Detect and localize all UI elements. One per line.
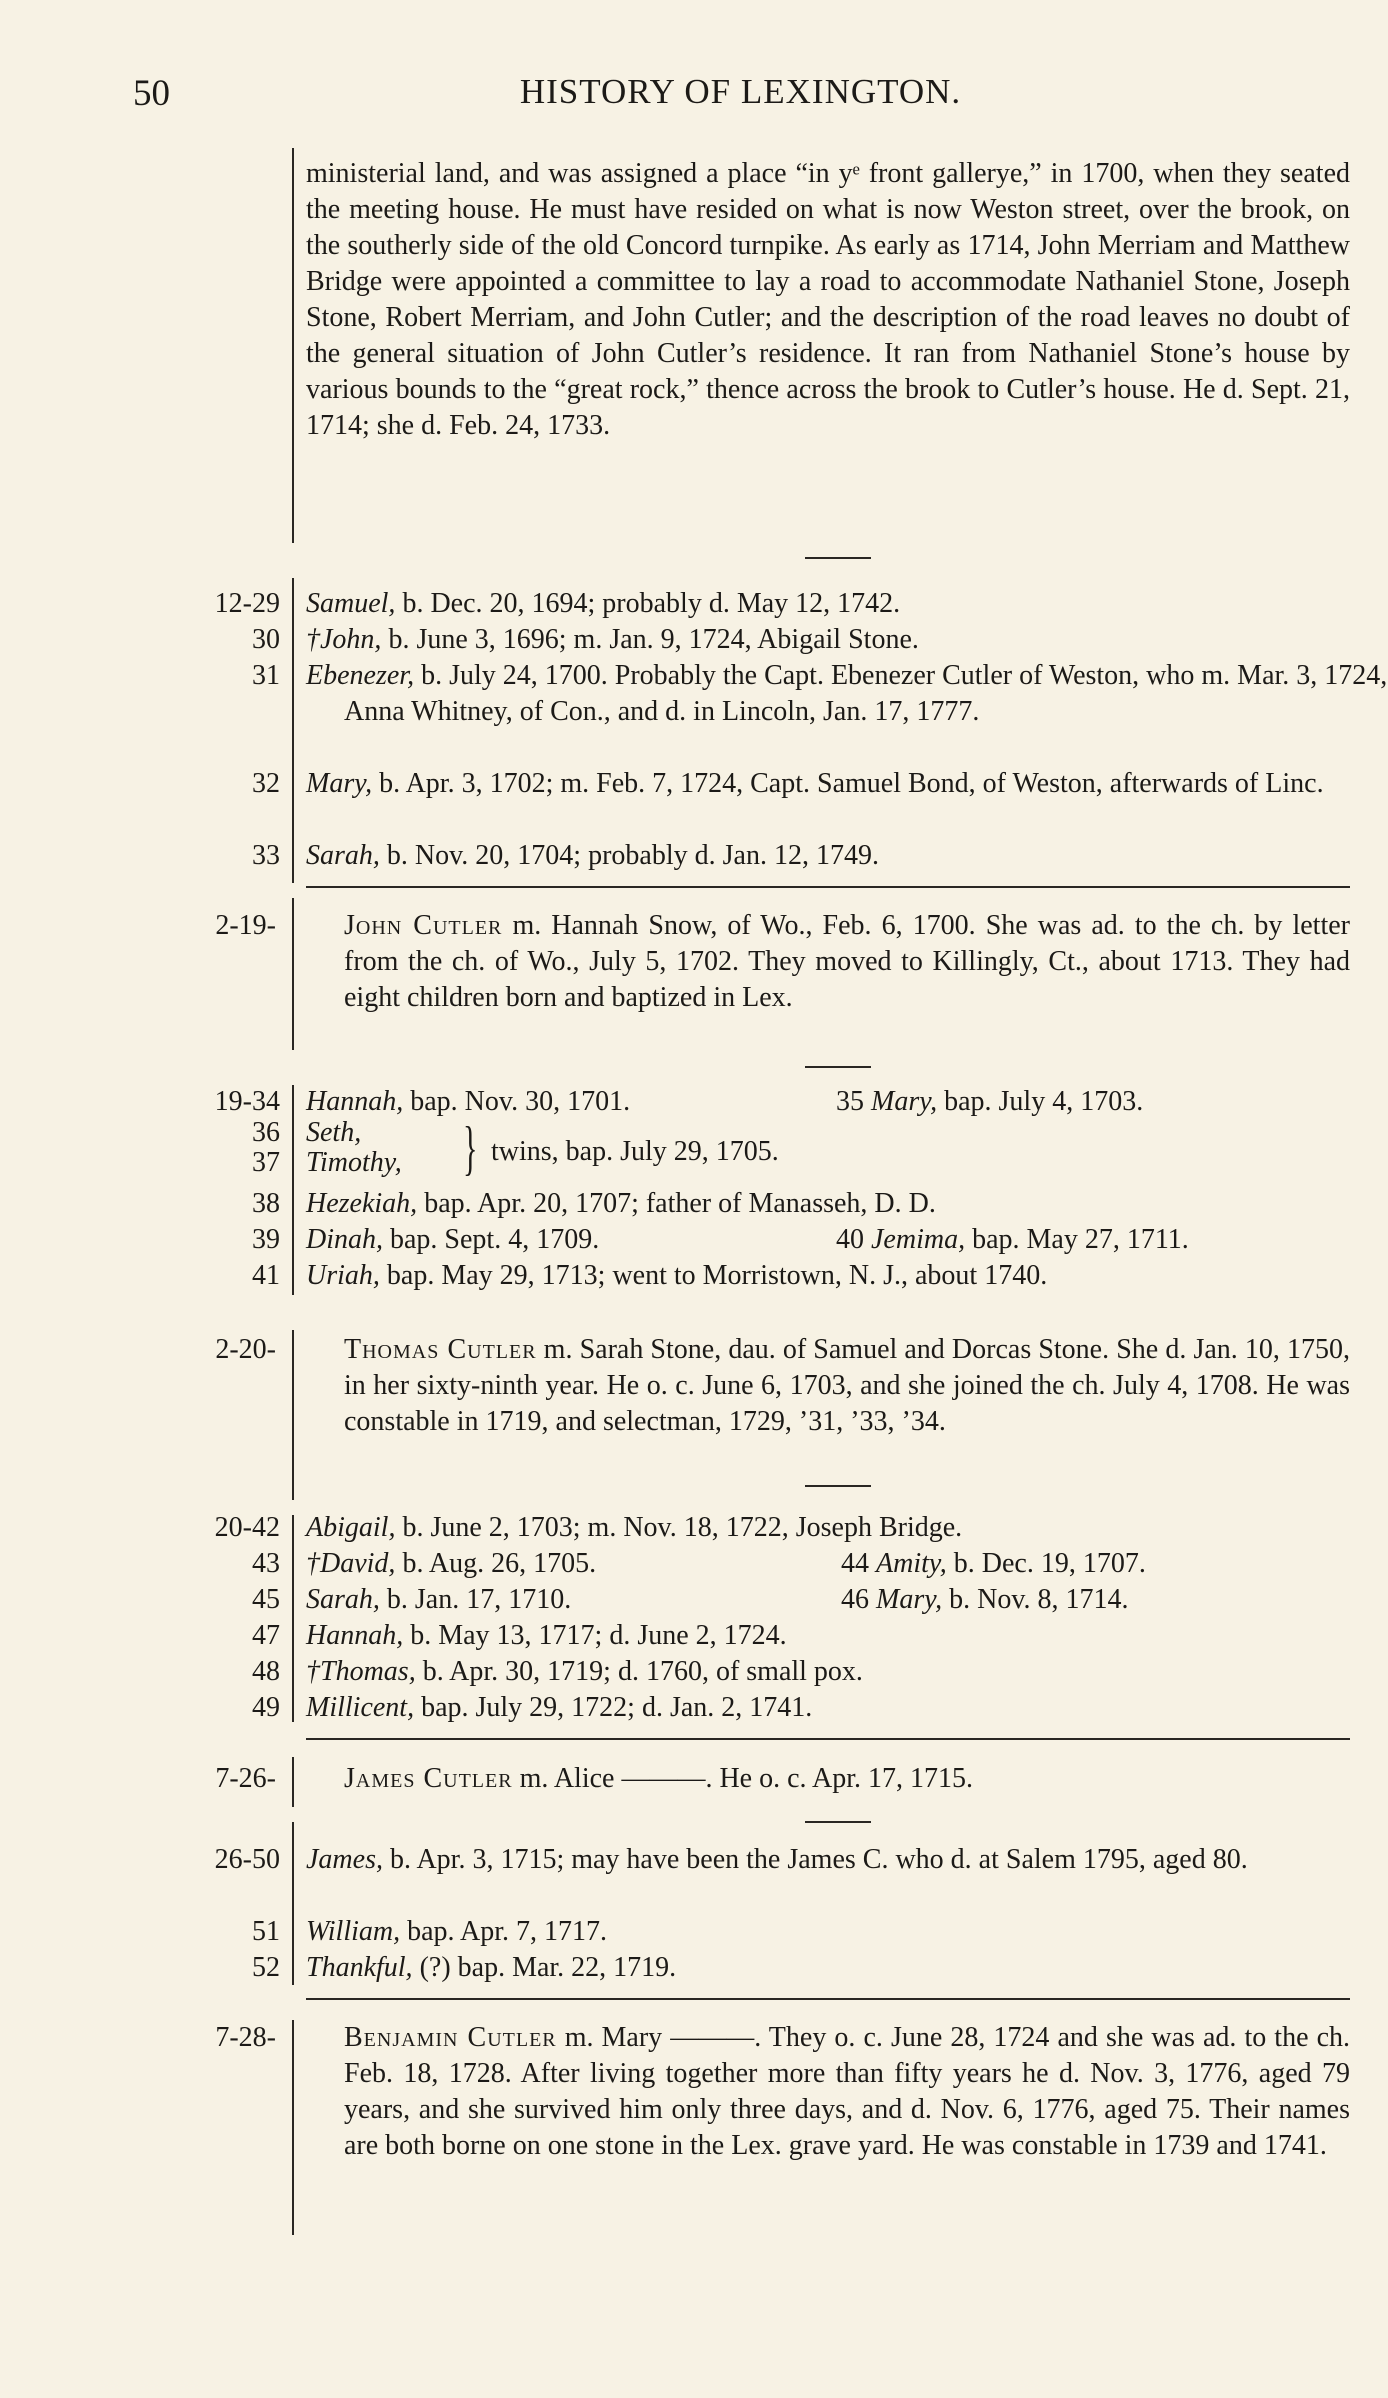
child-name: James, (306, 1844, 383, 1875)
child-name: Hannah, (306, 1620, 404, 1651)
entry-number: 20-42 (214, 1512, 280, 1543)
entry-detail: b. Dec. 19, 1707. (946, 1548, 1146, 1579)
margin-rule (292, 578, 294, 883)
entry-text (306, 766, 1388, 802)
entry-text (306, 1690, 1350, 1726)
head-name: Benjamin Cutler (344, 2022, 557, 2053)
head-name: Thomas Cutler (344, 1334, 537, 1365)
child-name: †John, (306, 624, 382, 655)
section-rule (306, 1738, 1350, 1740)
entry-text (306, 1546, 1350, 1582)
family-number: 7-28- (215, 2022, 276, 2053)
entry-text (306, 1654, 1350, 1690)
entry-number-b: 37 (252, 1147, 280, 1178)
entry-number: 33 (252, 840, 280, 871)
entry-text (306, 1186, 1350, 1222)
entry-detail: bap. Apr. 7, 1717. (400, 1916, 608, 1947)
margin-rule (292, 898, 294, 1050)
entry-detail: bap. May 29, 1713; went to Morristown, N. J., about 1740. (379, 1260, 1048, 1291)
child-name: Ebenezer, (306, 660, 415, 691)
entry-text (306, 1842, 1388, 1878)
family-paragraph (306, 1332, 1350, 1440)
family-number: 2-20- (215, 1334, 276, 1365)
margin-rule (292, 1757, 294, 1807)
entry-text (306, 1222, 1350, 1258)
entry-detail: b. Nov. 8, 1714. (942, 1584, 1129, 1615)
child-name: Mary, (306, 768, 373, 799)
child-name: Hezekiah, (306, 1188, 418, 1219)
entry-number: 52 (252, 1952, 280, 1983)
entry-detail: b. Apr. 3, 1702; m. Feb. 7, 1724, Capt. Samuel Bond, of Weston, afterwards of Linc. (372, 768, 1324, 799)
child-name: †David, (306, 1548, 396, 1579)
family-text: m. Mary ———. They o. c. June 28, 1724 and she was ad. to the ch. Feb. 18, 1728. After living together more than fifty years he d. Nov. 3, 1776, aged 79 years, and she survived him only three days, and d. Nov. 6, 1776, aged 75. Their names are both borne on one stone in the Lex. grave yard. He was constable in 1739 and 1741. (344, 2022, 1350, 2161)
child-name: Hannah, (306, 1086, 404, 1117)
family-paragraph (306, 908, 1350, 1016)
intro-text: ministerial land, and was assigned a place “in yᵉ front gallerye,” in 1700, when they seated the meeting house. He must have resided on what is now Weston street, over the brook, on the southerly side of the old Concord turnpike. As early as 1714, John Merriam and Matthew Bridge were appointed a committee to lay a road to accommodate Nathaniel Stone, Joseph Stone, Robert Merriam, and John Cutler; and the description of the road leaves no doubt of the general situation of John Cutler’s residence. It ran from Nathaniel Stone’s house by various bounds to the “great rock,” thence across the brook to Cutler’s house. He d. Sept. 21, 1714; she d. Feb. 24, 1733. (306, 158, 1350, 441)
margin-rule (292, 1330, 294, 1500)
entry-detail: b. May 13, 1717; d. June 2, 1724. (403, 1620, 787, 1651)
entry-number: 32 (252, 768, 280, 799)
entry-number: 30 (252, 624, 280, 655)
entry-detail: b. Aug. 26, 1705. (395, 1548, 597, 1579)
entry-number: 40 (836, 1224, 864, 1255)
entry-number: 31 (252, 660, 280, 691)
child-name: Uriah, (306, 1260, 380, 1291)
family-paragraph (306, 2020, 1350, 2164)
entry-number: 19-34 (214, 1086, 280, 1117)
short-rule (805, 1066, 871, 1068)
entry-number: 45 (252, 1584, 280, 1615)
family-text: m. Alice ———. He o. c. Apr. 17, 1715. (512, 1763, 973, 1794)
page-number: 50 (133, 73, 170, 114)
entry-text (306, 1914, 1388, 1950)
family-text: m. Hannah Snow, of Wo., Feb. 6, 1700. She was ad. to the ch. by letter from the ch. of Wo., July 5, 1702. They moved to Killingly, Ct., about 1713. They had eight children born and baptized in Lex. (344, 910, 1350, 1013)
entry-number: 46 (841, 1584, 869, 1615)
child-name: Sarah, (306, 1584, 380, 1615)
child-name: Millicent, (306, 1692, 415, 1723)
entry-number: 51 (252, 1916, 280, 1947)
entry-number: 43 (252, 1548, 280, 1579)
entry-text (306, 1618, 1350, 1654)
child-name: Samuel, (306, 588, 396, 619)
section-rule (306, 886, 1350, 888)
child-name: William, (306, 1916, 401, 1947)
entry-number: 41 (252, 1260, 280, 1291)
entry-number: 48 (252, 1656, 280, 1687)
entry-text (306, 586, 1388, 622)
child-name: Abigail, (306, 1512, 396, 1543)
child-name: †Thomas, (306, 1656, 416, 1687)
child-name: Mary, (876, 1584, 943, 1615)
running-title: HISTORY OF LEXINGTON. (519, 72, 962, 111)
entry-number: 39 (252, 1224, 280, 1255)
entry-number: 12-29 (214, 588, 280, 619)
margin-rule (292, 2020, 294, 2235)
entry-detail: bap. July 29, 1722; d. Jan. 2, 1741. (414, 1692, 813, 1723)
entry-text (306, 838, 1388, 874)
entry-text (306, 1950, 1388, 1986)
short-rule (805, 1485, 871, 1487)
margin-rule (292, 1085, 294, 1295)
entry-detail: bap. Sept. 4, 1709. (383, 1224, 600, 1255)
family-number: 2-19- (215, 910, 276, 941)
margin-rule (292, 1822, 294, 1985)
entry-number (252, 1118, 280, 1178)
entry-text (306, 1115, 1350, 1190)
entry-detail: b. Nov. 20, 1704; probably d. Jan. 12, 1749. (379, 840, 879, 871)
short-rule (805, 557, 871, 559)
entry-detail: b. June 3, 1696; m. Jan. 9, 1724, Abigail Stone. (381, 624, 919, 655)
entry-detail: b. Jan. 17, 1710. (379, 1584, 572, 1615)
entry-number: 26-50 (214, 1844, 280, 1875)
entry-number: 35 (836, 1086, 864, 1117)
family-number: 7-26- (215, 1763, 276, 1794)
entry-detail: bap. May 27, 1711. (965, 1224, 1189, 1255)
margin-rule (292, 1515, 294, 1722)
entry-detail: b. Apr. 3, 1715; may have been the James C. who d. at Salem 1795, aged 80. (382, 1844, 1248, 1875)
family-paragraph (306, 1761, 1350, 1797)
child-name: Amity, (876, 1548, 947, 1579)
entry-detail: b. July 24, 1700. Probably the Capt. Ebenezer Cutler of Weston, who m. Mar. 3, 1724, Anna Whitney, of Con., and d. in Lincoln, Jan. 17, 1777. (344, 660, 1388, 727)
entry-text (306, 1582, 1350, 1618)
entry-detail: bap. July 4, 1703. (937, 1086, 1144, 1117)
short-rule (805, 1821, 871, 1823)
entry-detail: b. Dec. 20, 1694; probably d. May 12, 1742. (395, 588, 901, 619)
child-name: Sarah, (306, 840, 380, 871)
entry-number-a: 36 (252, 1117, 280, 1148)
margin-rule (292, 148, 294, 543)
entry-detail: b. June 2, 1703; m. Nov. 18, 1722, Joseph Bridge. (395, 1512, 963, 1543)
entry-text (306, 1510, 1350, 1546)
entry-text (306, 1258, 1350, 1294)
child-name: Seth, (306, 1117, 362, 1148)
entry-detail: bap. Nov. 30, 1701. (403, 1086, 631, 1117)
entry-text (306, 658, 1388, 730)
entry-number: 44 (841, 1548, 869, 1579)
intro-paragraph (306, 156, 1350, 444)
child-name: Timothy, (306, 1147, 402, 1178)
family-text: m. Sarah Stone, dau. of Samuel and Dorcas Stone. She d. Jan. 10, 1750, in her sixty-ninth year. He o. c. June 6, 1703, and she joined the ch. July 4, 1708. He was constable in 1719, and selectman, 1729, ’31, ’33, ’34. (344, 1334, 1350, 1437)
entry-detail: (?) bap. Mar. 22, 1719. (412, 1952, 677, 1983)
head-name: John Cutler (344, 910, 503, 941)
entry-text (306, 622, 1388, 658)
child-name: Mary, (871, 1086, 938, 1117)
child-name: Thankful, (306, 1952, 413, 1983)
section-rule (306, 1998, 1350, 2000)
entry-number: 47 (252, 1620, 280, 1651)
child-name: Dinah, (306, 1224, 383, 1255)
entry-detail: bap. Apr. 20, 1707; father of Manasseh, D. D. (417, 1188, 936, 1219)
entry-number: 38 (252, 1188, 280, 1219)
entry-detail: twins, bap. July 29, 1705. (491, 1136, 779, 1167)
head-name: James Cutler (344, 1763, 513, 1794)
child-name: Jemima, (871, 1224, 966, 1255)
entry-detail: b. Apr. 30, 1719; d. 1760, of small pox. (415, 1656, 863, 1687)
page-header (133, 72, 1348, 122)
entry-number: 49 (252, 1692, 280, 1723)
brace-icon: } (463, 1115, 478, 1181)
